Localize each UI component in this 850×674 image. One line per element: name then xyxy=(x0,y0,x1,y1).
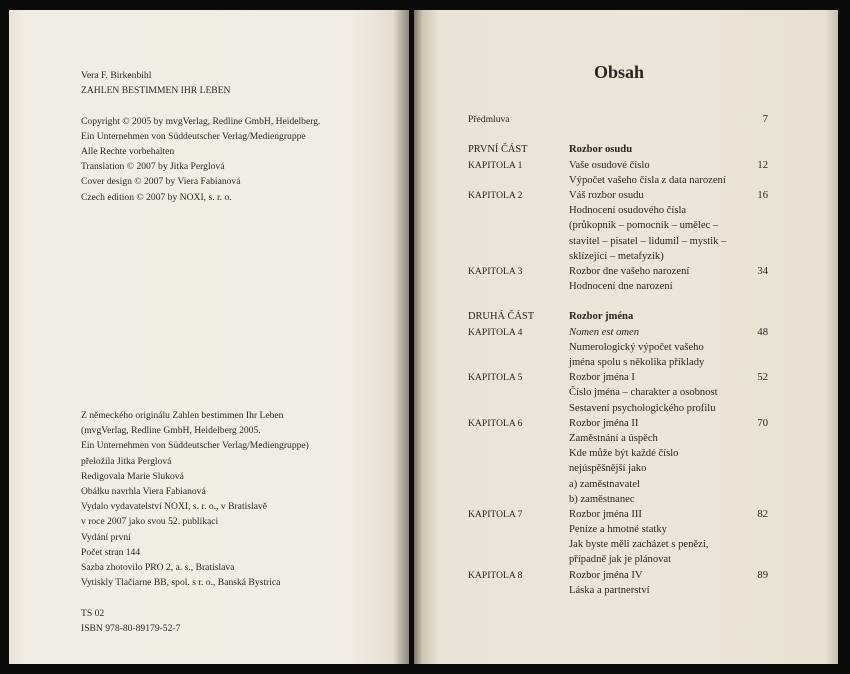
toc-label: KAPITOLA 8 xyxy=(468,569,523,581)
toc-label: KAPITOLA 7 xyxy=(468,508,523,520)
imprint-gap xyxy=(81,98,320,113)
toc-row xyxy=(468,492,768,507)
toc-label xyxy=(468,249,569,264)
toc-label xyxy=(468,492,569,507)
toc-row xyxy=(468,461,768,476)
left-page xyxy=(9,10,409,664)
toc-text: jména spolu s několika příklady xyxy=(569,357,705,368)
imprint-line: Počet stran 144 xyxy=(81,546,141,558)
toc-row xyxy=(468,234,768,249)
toc-page xyxy=(739,203,768,218)
toc-text: Rozbor osudu xyxy=(569,144,633,156)
imprint-line: přeložila Jitka Perglová xyxy=(81,455,172,467)
toc-page: 52 xyxy=(757,372,768,384)
imprint-line: Ein Unternehmen von Süddeutscher Verlag/Mediengruppe xyxy=(81,130,306,142)
imprint-line: Sazba zhotovilo PRO 2, a. s., Bratislava xyxy=(81,562,235,574)
toc-row xyxy=(468,552,768,567)
toc-row xyxy=(468,477,768,492)
toc-page: 48 xyxy=(757,326,768,338)
toc-text xyxy=(569,127,739,142)
toc-page xyxy=(739,477,768,492)
toc-row xyxy=(468,340,768,355)
toc-label xyxy=(468,340,569,355)
right-page xyxy=(414,10,838,664)
toc-page xyxy=(739,401,768,416)
toc-text xyxy=(569,112,739,127)
imprint-line: Vydání první xyxy=(81,531,131,543)
toc-text: Váš rozbor osudu xyxy=(569,189,644,201)
toc-text: Rozbor jména III xyxy=(569,508,642,520)
toc-text: Kde může být každé číslo xyxy=(569,448,679,460)
toc-row xyxy=(468,142,768,157)
toc-row xyxy=(468,507,768,522)
toc-row xyxy=(468,522,768,537)
toc-text xyxy=(569,294,739,309)
toc-label xyxy=(468,355,569,370)
toc-row xyxy=(468,431,768,446)
toc-label xyxy=(468,552,569,567)
toc-row xyxy=(468,355,768,370)
toc-row xyxy=(468,249,768,264)
toc-page xyxy=(739,552,768,567)
toc-label xyxy=(468,431,569,446)
imprint-line: Vera F. Birkenbihl xyxy=(81,70,152,81)
imprint-line: Redigovala Marie Sluková xyxy=(81,470,184,482)
toc-label xyxy=(468,522,569,537)
toc-label: DRUHÁ ČÁST xyxy=(468,311,535,323)
toc-row xyxy=(468,416,768,431)
toc-text: Peníze a hmotné statky xyxy=(569,524,667,536)
toc-text: (průkopník – pomocník – umělec – xyxy=(569,220,719,232)
toc-row xyxy=(468,568,768,583)
toc-text: Hodnocení osudového čísla xyxy=(569,205,687,217)
toc-label: KAPITOLA 1 xyxy=(468,159,523,171)
toc-page xyxy=(739,127,768,142)
toc-gap xyxy=(468,127,768,142)
toc-page xyxy=(739,173,768,188)
toc-page xyxy=(739,522,768,537)
toc-page xyxy=(739,234,768,249)
toc-text: Rozbor dne vašeho narození xyxy=(569,265,690,277)
toc-label: KAPITOLA 3 xyxy=(468,265,523,277)
toc-row xyxy=(468,264,768,279)
toc-text: Číslo jména – charakter a osobnost xyxy=(569,387,718,399)
table-of-contents xyxy=(468,112,768,598)
imprint-line: ZAHLEN BESTIMMEN IHR LEBEN xyxy=(81,85,231,97)
toc-title-text: Obsah xyxy=(593,62,645,82)
toc-row xyxy=(468,583,768,598)
imprint-line: Vytiskly Tlačiarne BB, spol. s r. o., Banská Bystrica xyxy=(81,577,281,589)
toc-row xyxy=(468,188,768,203)
imprint-line: Translation © 2007 by Jitka Perglová xyxy=(81,161,225,173)
toc-page xyxy=(739,294,768,309)
toc-page: 12 xyxy=(757,159,768,171)
imprint-line: Obálku navrhla Viera Fabianová xyxy=(81,486,206,498)
toc-page: 16 xyxy=(757,189,768,201)
toc-page xyxy=(739,431,768,446)
toc-text: Hodnocení dne narození xyxy=(569,281,673,293)
toc-text: b) zaměstnanec xyxy=(569,493,635,505)
toc-page xyxy=(739,583,768,598)
toc-label: KAPITOLA 5 xyxy=(468,372,523,384)
toc-row xyxy=(468,279,768,294)
toc-page: 7 xyxy=(762,114,768,125)
imprint-line: Ein Unternehmen von Süddeutscher Verlag/Mediengruppe) xyxy=(81,440,309,452)
toc-text: a) zaměstnavatel xyxy=(569,478,640,490)
toc-label: KAPITOLA 4 xyxy=(468,326,523,338)
imprint-gap xyxy=(81,590,309,605)
toc-row xyxy=(468,401,768,416)
toc-page xyxy=(739,249,768,264)
toc-page xyxy=(739,340,768,355)
toc-row xyxy=(468,446,768,461)
toc-row xyxy=(468,158,768,173)
toc-row xyxy=(468,218,768,233)
toc-page xyxy=(739,142,768,157)
toc-row xyxy=(468,309,768,324)
imprint-bottom xyxy=(81,408,309,636)
toc-page xyxy=(739,537,768,552)
toc-label: KAPITOLA 6 xyxy=(468,417,523,429)
toc-page xyxy=(739,309,768,324)
toc-page xyxy=(739,461,768,476)
toc-label xyxy=(468,461,569,476)
toc-page xyxy=(739,385,768,400)
toc-label xyxy=(468,234,569,249)
toc-page xyxy=(739,492,768,507)
toc-text: Numerologický výpočet vašeho xyxy=(569,341,704,353)
toc-text: stavitel – pisatel – lidumil – mystik – xyxy=(569,235,727,247)
toc-text: Rozbor jména II xyxy=(569,417,639,429)
imprint-line: TS 02 xyxy=(81,607,105,619)
toc-page xyxy=(739,279,768,294)
toc-page: 70 xyxy=(757,417,768,429)
imprint-line: Z německého originálu Zahlen bestimmen Ihr Leben xyxy=(81,410,284,421)
toc-label xyxy=(468,537,569,552)
toc-text: Rozbor jména xyxy=(569,311,634,323)
toc-page: 34 xyxy=(757,265,768,277)
toc-label xyxy=(468,446,569,461)
toc-label xyxy=(468,127,569,142)
imprint-line: Copyright © 2005 by mvgVerlag, Redline GmbH, Heidelberg. xyxy=(81,115,321,127)
toc-label xyxy=(468,294,569,309)
toc-label xyxy=(468,477,569,492)
toc-page xyxy=(739,355,768,370)
toc-label: KAPITOLA 2 xyxy=(468,189,523,201)
toc-row xyxy=(468,370,768,385)
toc-label xyxy=(468,401,569,416)
toc-text: Zaměstnání a úspěch xyxy=(569,432,658,444)
toc-label: Předmluva xyxy=(468,114,510,125)
toc-row xyxy=(468,173,768,188)
toc-gap xyxy=(468,294,768,309)
toc-text: sklízející – metafyzik) xyxy=(569,250,664,262)
toc-page: 89 xyxy=(757,569,768,581)
imprint-line: Czech edition © 2007 by NOXI, s. r. o. xyxy=(81,191,232,203)
imprint-line: Alle Rechte vorbehalten xyxy=(81,146,175,157)
toc-label xyxy=(468,203,569,218)
toc-text: Výpočet vašeho čísla z data narození xyxy=(569,174,726,186)
toc-text: Vaše osudové číslo xyxy=(569,159,650,171)
toc-page xyxy=(739,218,768,233)
toc-label xyxy=(468,218,569,233)
toc-text: nejúspěšnější jako xyxy=(569,463,647,475)
imprint-line: Vydalo vydavatelství NOXI, s. r. o., v Bratislavě xyxy=(81,501,267,513)
toc-row xyxy=(468,112,768,127)
toc-label: PRVNÍ ČÁST xyxy=(468,144,528,156)
imprint-line: v roce 2007 jako svou 52. publikaci xyxy=(81,516,219,528)
toc-page xyxy=(739,446,768,461)
toc-label xyxy=(468,385,569,400)
toc-text: Jak byste měli zacházet s penězi, xyxy=(569,539,709,551)
toc-row xyxy=(468,385,768,400)
toc-text: Láska a partnerství xyxy=(569,584,650,596)
toc-row xyxy=(468,325,768,340)
imprint-line: (mvgVerlag, Redline GmbH, Heidelberg 2005. xyxy=(81,425,261,437)
toc-text: případně jak je plánovat xyxy=(569,554,672,566)
toc-text: Rozbor jména IV xyxy=(569,569,643,581)
imprint-line: ISBN 978-80-89179-52-7 xyxy=(81,622,181,634)
imprint-line: Cover design © 2007 by Viera Fabianová xyxy=(81,176,241,188)
toc-row xyxy=(468,203,768,218)
toc-text: Sestavení psychologického profilu xyxy=(569,402,716,414)
toc-text: Rozbor jména I xyxy=(569,372,635,384)
imprint-top xyxy=(81,68,320,205)
toc-label xyxy=(468,583,569,598)
toc-label xyxy=(468,173,569,188)
toc-label xyxy=(468,279,569,294)
toc-text: Nomen est omen xyxy=(569,326,640,338)
toc-page: 82 xyxy=(757,508,768,520)
toc-title xyxy=(414,62,838,83)
toc-row xyxy=(468,537,768,552)
